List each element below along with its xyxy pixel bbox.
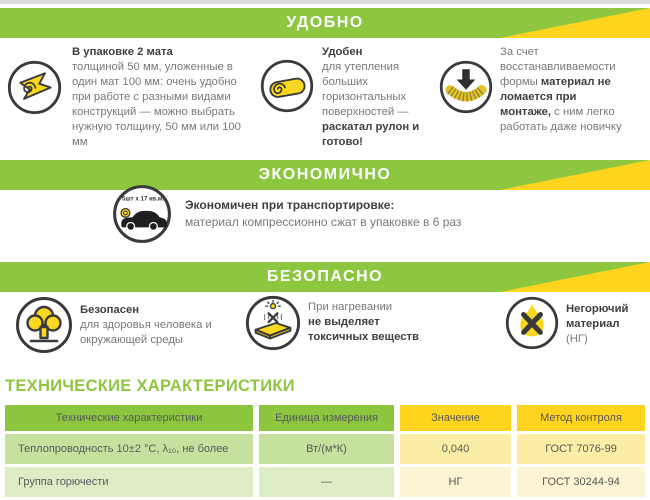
col-header-method: Метод контроля: [517, 405, 645, 431]
section-title-economical: ЭКОНОМИЧНО: [258, 166, 392, 183]
col-header-unit: Единица измерения: [259, 405, 394, 431]
spec-row-conductivity-method: ГОСТ 7076-99: [517, 434, 645, 464]
spec-row-flammability-method: ГОСТ 30244-94: [517, 467, 645, 497]
spec-row-flammability-name: Группа горючести: [5, 467, 253, 497]
feature-pack: [72, 45, 247, 150]
section-band-economical: [0, 160, 650, 190]
shape-recovery-icon: [438, 59, 494, 115]
feature-non-combustible-note: (НГ): [566, 333, 588, 345]
car-transport-icon: [111, 183, 173, 245]
feature-roll-title: Удобен: [322, 46, 363, 58]
section-title-convenient: УДОБНО: [286, 14, 364, 31]
specs-table: [5, 405, 645, 497]
feature-transport-body: материал компрессионно сжат в упаковке в 6 раз: [185, 214, 462, 229]
no-toxic-heat-icon: [244, 294, 302, 352]
section-band-convenient: [0, 8, 650, 38]
feature-non-combustible-title: Негорючий материал: [566, 303, 629, 330]
feature-pack-title: В упаковке 2 мата: [72, 46, 173, 58]
section-band-safe: [0, 262, 650, 292]
feature-safe-health: [80, 303, 240, 348]
car-caption: 5шт х 17 кв.м.: [122, 195, 165, 203]
feature-no-toxins-lead: При нагревании: [308, 301, 393, 313]
spec-row-flammability-value: НГ: [400, 467, 511, 497]
spec-row-conductivity-unit: Вт/(м*К): [259, 434, 394, 464]
specs-heading: ТЕХНИЧЕСКИЕ ХАРАКТЕРИСТИКИ: [5, 377, 295, 395]
feature-transport: [185, 197, 605, 230]
non-combustible-icon: [504, 295, 560, 351]
folded-mat-icon: [6, 59, 63, 116]
rolled-mat-icon: [259, 58, 315, 114]
feature-transport-title: Экономичен при транспортировке:: [185, 198, 395, 212]
spec-row-flammability-unit: —: [259, 467, 394, 497]
feature-recovery: [500, 45, 628, 135]
feature-non-combustible: [566, 302, 646, 347]
section-title-safe: БЕЗОПАСНО: [266, 268, 384, 285]
feature-roll-tail: раскатал рулон и готово!: [322, 121, 420, 148]
feature-roll-body: для утепления больших горизонтальных поверхностей —: [322, 61, 409, 118]
feature-no-toxins: [308, 300, 438, 345]
feature-recovery-tail: с ним легко работать даже новичку: [500, 106, 622, 133]
feature-pack-body: толщиной 50 мм, уложенные в один мат 100 мм: очень удобно при работе с разными видами конструкций — можно выбрать нужную толщину, 50 мм или 100 мм: [72, 61, 241, 148]
col-header-value: Значение: [400, 405, 511, 431]
feature-safe-health-title: Безопасен: [80, 304, 140, 316]
spec-row-conductivity-value: 0,040: [400, 434, 511, 464]
top-border: [0, 0, 650, 4]
spec-row-conductivity-name: Теплопроводность 10±2 °С, λ₁₀, не более: [5, 434, 253, 464]
tree-icon: [14, 295, 74, 355]
feature-roll: [322, 45, 426, 150]
feature-recovery-lead: За счет восстанавливаемости формы: [500, 46, 616, 88]
col-header-characteristic: Технические характеристики: [5, 405, 253, 431]
feature-recovery-bold: материал не ломается при монтаже,: [500, 76, 611, 118]
feature-safe-health-body: для здоровья человека и окружающей среды: [80, 319, 212, 346]
feature-no-toxins-bold: не выделяет токсичных веществ: [308, 316, 419, 343]
